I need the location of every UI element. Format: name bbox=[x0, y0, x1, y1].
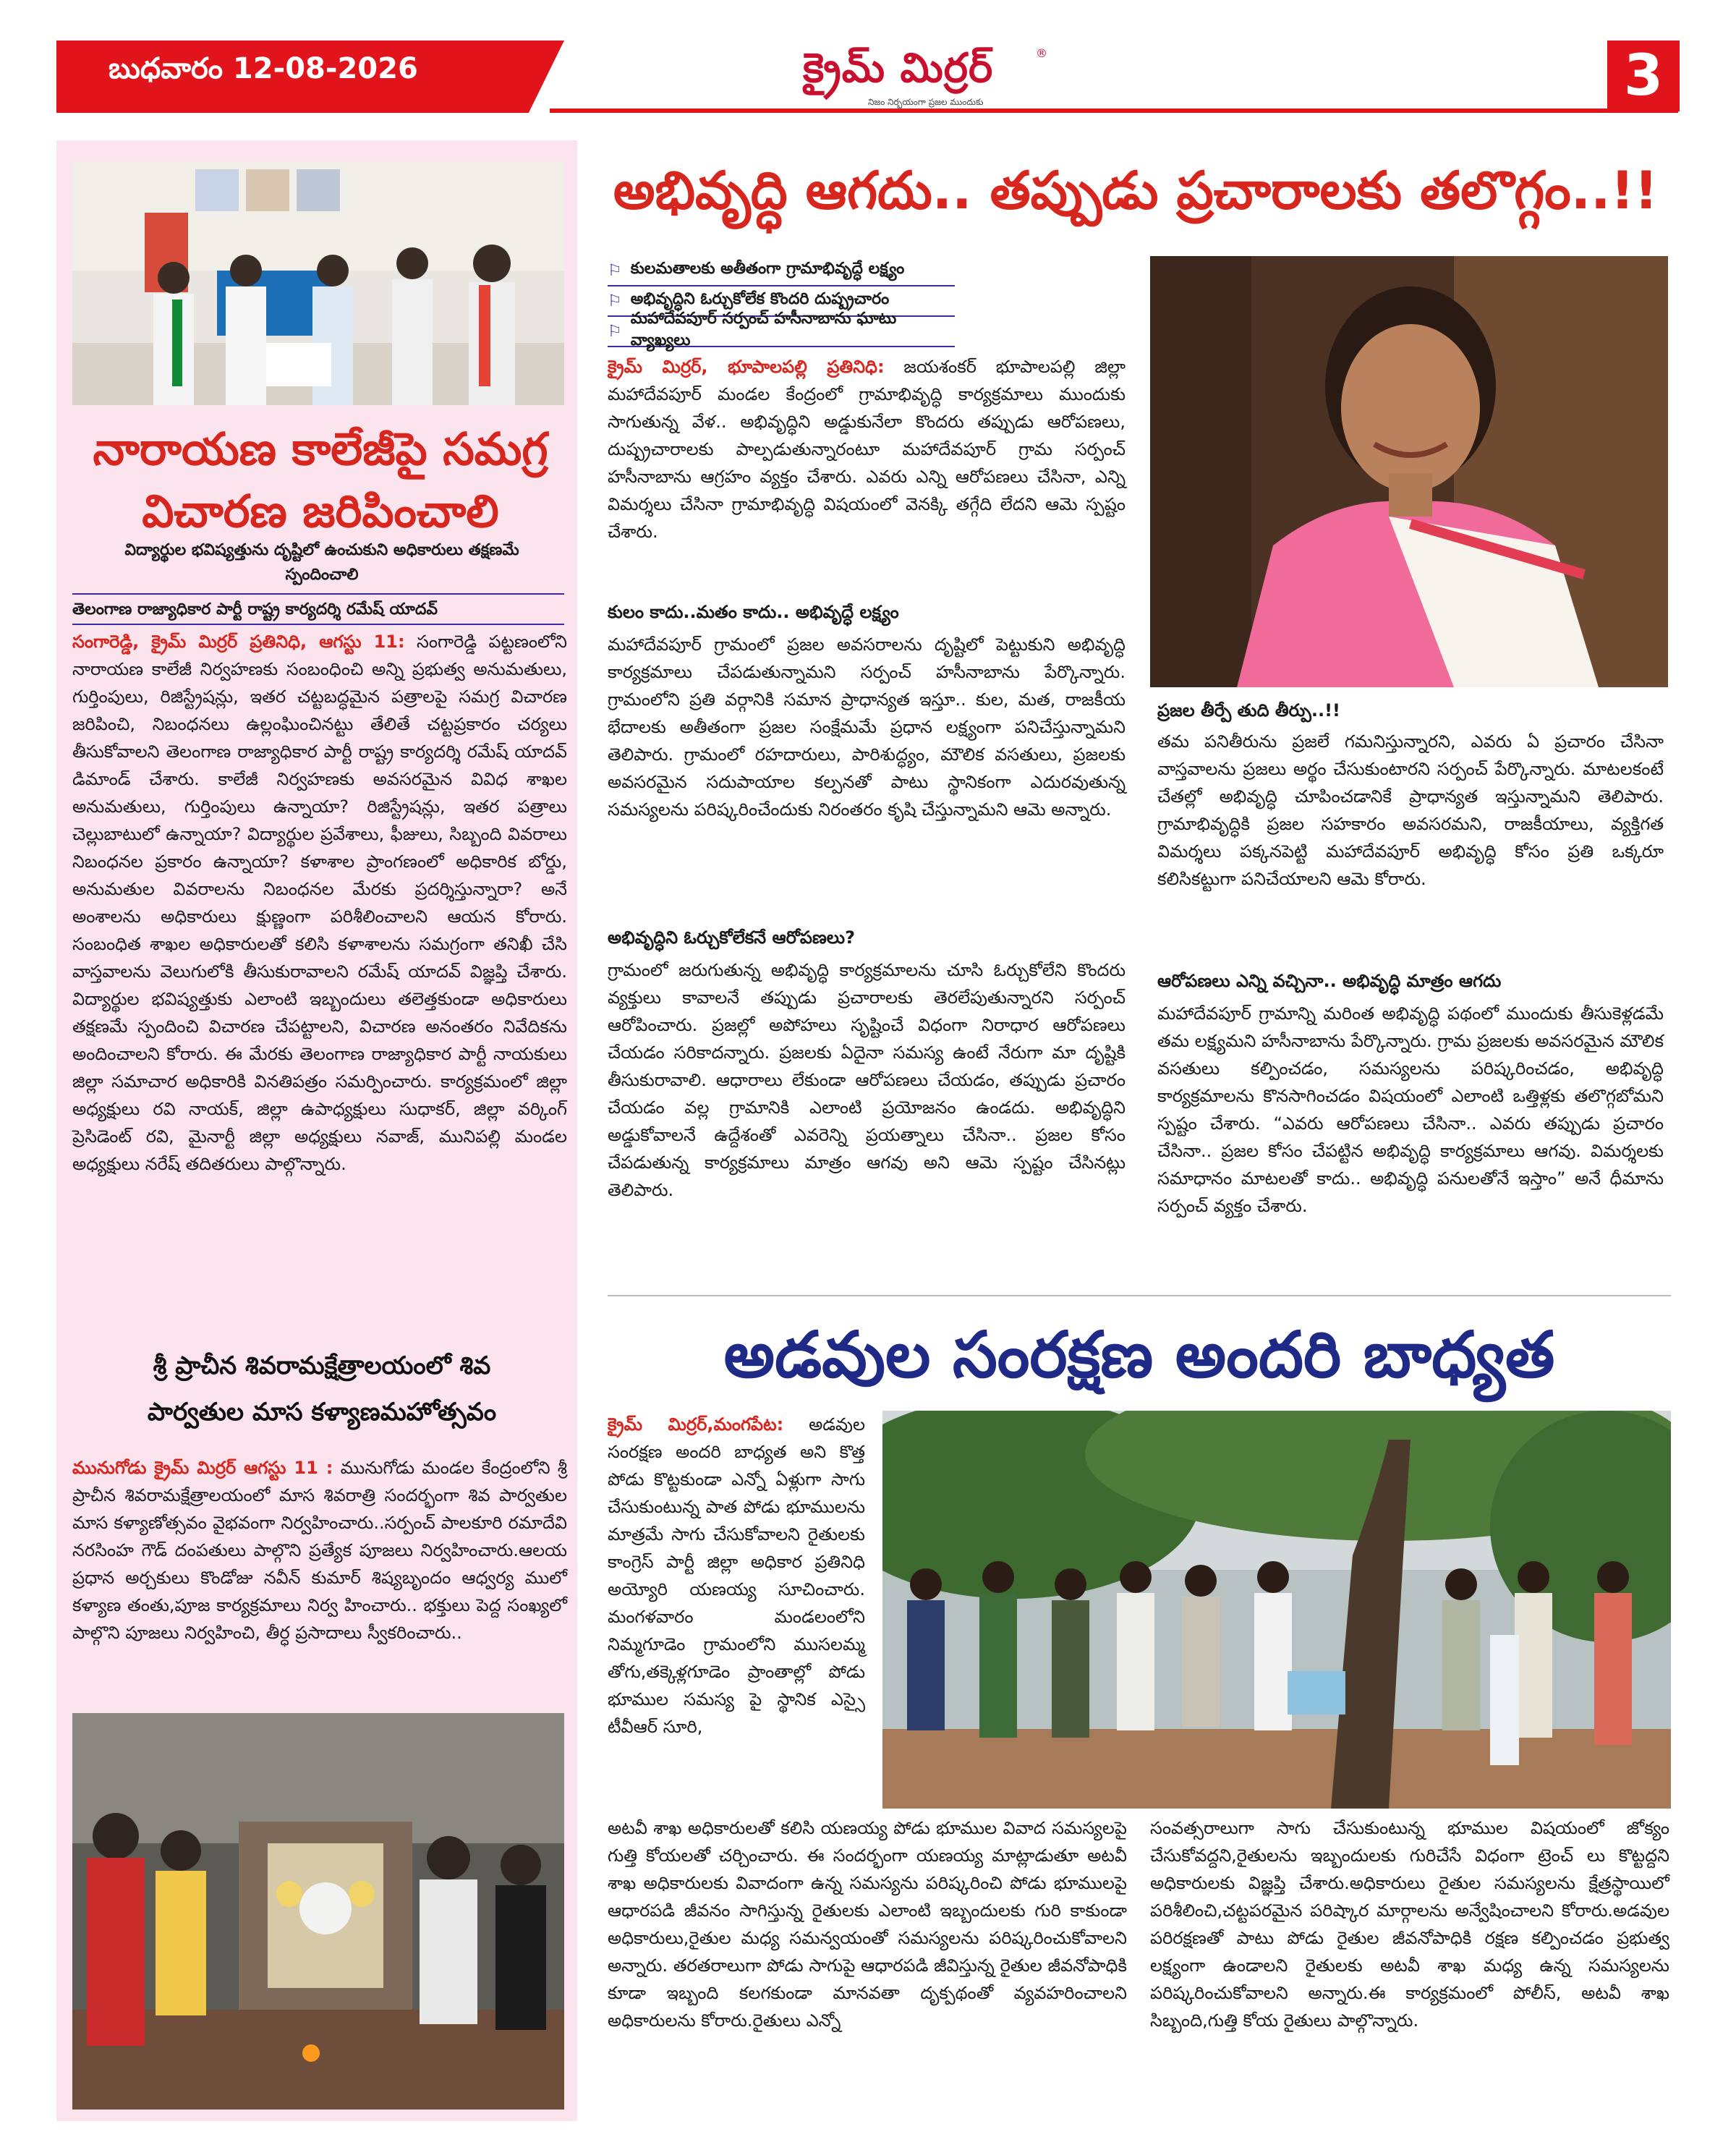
section-body: గ్రామంలో జరుగుతున్న అభివృద్ధి కార్యక్రమాలను చూసి ఓర్చుకోలేని కొందరు వ్యక్తులు కావాలనే తప్పుడు ప్రచారాలకు తెరలేపుతున్నారని సర్పంచ్ ఆరోపించారు. ప్రజల్లో అపోహలు సృష్టించే విధంగా నిరాధార ఆరోపణలు చేయడం సరికాదన్నారు. ప్రజలకు ఏదైనా సమస్య ఉంటే నేరుగా మా దృష్టికి తీసుకురావాలి. ఆధారాలు లేకుండా ఆరోపణలు చేయడం, తప్పుడు ప్రచారం చేయడం వల్ల గ్రామానికి ఎలాంటి ప్రయోజనం ఉండదు. అభివృద్ధిని అడ్డుకోవాలనే ఉద్దేశంతో ఎవరెన్ని ప్రయత్నాలు చేసినా.. ప్రజల కోసం చేపడుతున్న కార్యక్రమాలు మాత్రం ఆగవు అని ఆమె స్పష్టం చేసినట్లు తెలిపారు. bbox=[608, 960, 1126, 1200]
subhead-rule bbox=[72, 593, 564, 595]
section-body: తమ పనితీరును ప్రజలే గమనిస్తున్నారని, ఎవరు ఏ ప్రచారం చేసినా వాస్తవాలను ప్రజలు అర్థం చేసుకుంటారని సర్పంచ్ పేర్కొన్నారు. మాటలకంటే చేతల్లో అభివృద్ధి చూపించడానికే ప్రాధాన్యత ఇస్తున్నామని తెలిపారు. గ్రామాభివృద్ధికి ప్రజల సహకారం అవసరమని, రాజకీయాలు, వ్యక్తిగత విమర్శలు పక్కనపెట్టి మహాదేవపూర్ అభివృద్ధి కోసం ప్రతి ఒక్కరూ కలిసికట్టుగా పనిచేయాలని ఆమె కోరారు. bbox=[1157, 731, 1664, 889]
forest-story-body-1: అటవీ శాఖ అధికారులతో కలిసి యణయ్య పోడు భూముల వివాద సమస్యలపై గుత్తి కోయలతో చర్చించారు. ఈ సందర్భంగా యణయ్య మాట్లాడుతూ అటవీ శాఖ అధికారులకు వివాదంగా ఉన్న సమస్యను పరిష్కరించి పోడు భూములపై ఆధారపడి జీవనం సాగిస్తున్న రైతులకు ఎలాంటి ఇబ్బందులకు గురి కాకుండా అధికారులు,రైతుల మధ్య సమన్వయంతో సమస్యలను పరిష్కరించుకోవాలని అన్నారు. తరతరాలుగా పోడు సాగుపై ఆధారపడి జీవిస్తున్న రైతుల జీవనోపాధికి కూడా ఇబ్బంది కలగకుండా మానవతా దృక్పథంతో వ్యవహరించాలని అధికారులను కోరారు.రైతులు ఎన్నో bbox=[608, 1818, 1127, 2031]
story-dateline: మునుగోడు క్రైమ్ మిర్రర్ ఆగస్టు 11 : bbox=[72, 1458, 333, 1478]
forest-meeting-photo bbox=[882, 1411, 1671, 1809]
sidebar-headline-1: నారాయణ కాలేజీపై సమగ్ర విచారణ జరిపించాలి bbox=[93, 422, 548, 538]
highlight-item: ⚐ మహాదేవపూర్ సర్పంచ్ హసీనాబాను ఘాటు వ్యాఖ్యలు bbox=[608, 317, 955, 347]
section-body: మహాదేవపూర్ గ్రామాన్ని మరింత అభివృద్ధి పథంలో ముందుకు తీసుకెళ్లడమే తమ లక్ష్యమని హసీనాబాను పేర్కొన్నారు. గ్రామ ప్రజలకు అవసరమైన మౌలిక వసతులు కల్పించడం, సమస్యలను పరిష్కరించడం, అభివృద్ధి కార్యక్రమాలను కొనసాగించడం విషయంలో ఎలాంటి ఒత్తిళ్లకు తలొగ్గబోమని స్పష్టం చేశారు. “ఎవరు ఆరోపణలు చేసినా.. ఎవరు తప్పుడు ప్రచారం చేసినా.. ప్రజల కోసం చేపట్టిన అభివృద్ధి కార్యక్రమాలు ఆగవు. విమర్శలకు సమాధానం మాటలతో కాదు.. అభివృద్ధి పనులతోనే ఇస్తాం” అనే ధీమాను సర్పంచ్ వ్యక్తం చేశారు. bbox=[1157, 1003, 1664, 1216]
story-dateline: సంగారెడ్డి, క్రైమ్ మిర్రర్ ప్రతినిధి, ఆగస్టు 11: bbox=[72, 632, 405, 652]
story-dateline: క్రైమ్ మిర్రర్,మంగపేట: bbox=[608, 1414, 784, 1435]
main-intro: క్రైమ్ మిర్రర్, భూపాలపల్లి ప్రతినిధి: జయశంకర్ భూపాలపల్లి జిల్లా మహాదేవపూర్ మండల కేంద్రంలో గ్రామాభివృద్ధి కార్యక్రమాలు ముందుకు సాగుతున్న వేళ.. అభివృద్ధిని అడ్డుకునేలా కొందరు తప్పుడు ఆరోపణలు, దుష్ప్రచారాలకు పాల్పడుతున్నారంటూ మహాదేవపూర్ గ్రామ సర్పంచ్ హసీనాబాను ఆగ్రహం వ్యక్తం చేశారు. ఎవరు ఎన్ని ఆరోపణలు చేసినా, ఎన్ని విమర్శలు చేసినా గ్రామాభివృద్ధి విషయంలో వెనక్కి తగ్గేది లేదని ఆమె స్పష్టం చేశారు. bbox=[608, 357, 1126, 542]
registered-mark: ® bbox=[1036, 46, 1047, 60]
section-heading: ప్రజల తీర్పే తుది తీర్పు..!! bbox=[1157, 700, 1340, 721]
flag-icon: ⚐ bbox=[608, 292, 622, 310]
sidebar-story-2-body: మునుగోడు క్రైమ్ మిర్రర్ ఆగస్టు 11 : మునుగోడు మండల కేంద్రంలోని శ్రీ ప్రాచీన శివరామక్షేత్రాలయంలో మాస శివరాత్రి సందర్భంగా శివ పార్వతుల మాస కళ్యాణోత్సవం వైభవంగా నిర్వహించారు..సర్పంచ్ పాలకూరి రమాదేవి నరసింహ గౌడ్ దంపతులు పాల్గొని ప్రత్యేక పూజలు నిర్వహించారు.ఆలయ ప్రధాన అర్చకులు కొండోజు నవీన్ కుమార్ శిష్యబృందం ఆధ్వర్య ములో కళ్యాణ తంతు,పూజ కార్యక్రమాలు నిర్వ హించారు.. భక్తులు పెద్ద సంఖ్యలో పాల్గొని పూజలు నిర్వహించి, తీర్ధ ప్రసాదాలు స్వీకరించారు.. bbox=[72, 1458, 567, 1643]
sidebar-subhead-2: తెలంగాణ రాజ్యాధికార పార్టీ రాష్ట్ర కార్యదర్శి రమేష్ యాదవ్ bbox=[72, 600, 438, 619]
highlight-item: ⚐ అభివృద్ధిని ఓర్చుకోలేక కొందరి దుష్ప్రచారం bbox=[608, 286, 955, 317]
forest-headline: అడవుల సంరక్షణ అందరి బాధ్యత bbox=[723, 1317, 1555, 1392]
sidebar-headline-2: శ్రీ ప్రాచీన శివరామక్షేత్రాలయంలో శివ పార్వతుల మాస కళ్యాణమహోత్సవం bbox=[147, 1351, 497, 1427]
section-heading: ఆరోపణలు ఎన్ని వచ్చినా.. అభివృద్ధి మాత్రం ఆగదు bbox=[1157, 971, 1502, 991]
masthead-logo: క్రైమ్ మిర్రర్ bbox=[803, 45, 994, 92]
story-dateline: క్రైమ్ మిర్రర్, భూపాలపల్లి ప్రతినిధి: bbox=[608, 357, 885, 377]
subhead-rule bbox=[72, 624, 564, 625]
highlights-list bbox=[608, 256, 955, 347]
section-heading: అభివృద్ధిని ఓర్చుకోలేకనే ఆరోపణలు? bbox=[608, 927, 856, 948]
section-heading: కులం కాదు..మతం కాదు.. అభివృద్ధే లక్ష్యం bbox=[608, 602, 899, 622]
flag-icon: ⚐ bbox=[608, 261, 622, 280]
flag-icon: ⚐ bbox=[608, 322, 622, 341]
header-rule bbox=[550, 109, 1678, 113]
page-number: 3 bbox=[1607, 41, 1680, 111]
masthead-tagline: నిజం నిర్భయంగా ప్రజల ముందుకు bbox=[868, 97, 984, 107]
sidebar-story-1-body: సంగారెడ్డి, క్రైమ్ మిర్రర్ ప్రతినిధి, ఆగస్టు 11: సంగారెడ్డి పట్టణంలోని నారాయణ కాలేజీ నిర్వహణకు సంబంధించి అన్ని ప్రభుత్వ అనుమతులు, గుర్తింపులు, రిజిస్ట్రేషన్లు, ఇతర చట్టబద్ధమైన పత్రాలపై సమగ్ర విచారణ జరిపించి, నిబంధనలు ఉల్లంఘించినట్టు తేలితే చట్టప్రకారం చర్యలు తీసుకోవాలని తెలంగాణ రాజ్యాధికార పార్టీ రాష్ట్ర కార్యదర్శి రమేష్ యాదవ్ డిమాండ్ చేశారు. కాలేజీ నిర్వహణకు అవసరమైన వివిధ శాఖల అనుమతులు, గుర్తింపులు ఉన్నాయా? రిజిస్ట్రేషన్లు, ఇతర పత్రాలు చెల్లుబాటులో ఉన్నాయా? విద్యార్థుల ప్రవేశాలు, ఫీజులు, సిబ్బంది వివరాలు నిబంధనల ప్రకారం ఉన్నాయా? కళాశాల ప్రాంగణంలో అధికారిక బోర్డు, అనుమతుల వివరాలను నిబంధనల మేరకు ప్రదర్శిస్తున్నారా? అనే అంశాలను అధికారులు క్షుణ్ణంగా పరిశీలించాలని ఆయన కోరారు. సంబంధిత శాఖల అధికారులతో కలిసి కళాశాలను సమగ్రంగా తనిఖీ చేసి వాస్తవాలను వెలుగులోకి తీసుకురావాలని రమేష్ యాదవ్ విజ్ఞప్తి చేశారు. విద్యార్థుల భవిష్యత్తుకు ఎలాంటి ఇబ్బందులు తలెత్తకుండా అధికారులు తక్షణమే స్పందించి విచారణ చేపట్టాలని, విచారణ అనంతరం నివేదికను అందించాలని కోరారు. ఈ మేరకు తెలంగాణ రాజ్యాధికార పార్టీ నాయకులు జిల్లా సమాచార అధికారికి వినతిపత్రం సమర్పించారు. కార్యక్రమంలో జిల్లా అధ్యక్షులు రవి నాయక్, జిల్లా ఉపాధ్యక్షులు సుధాకర్, జిల్లా వర్కింగ్ ప్రెసిడెంట్ రవి, మైనార్టీ జిల్లా అధ్యక్షులు నవాజ్, మునిపల్లి మండల అధ్యక్షులు నరేష్ తదితరులు పాల్గొన్నారు. bbox=[72, 632, 567, 1174]
forest-story-lead: క్రైమ్ మిర్రర్,మంగపేట: అడవుల సంరక్షణ అందరి బాధ్యత అని కొత్త పోడు కొట్టకుండా ఎన్నో ఏళ్లుగా సాగు చేసుకుంటున్న పాత పోడు భూములను మాత్రమే సాగు చేసుకోవాలని రైతులకు కాంగ్రెస్ పార్టీ జిల్లా అధికార ప్రతినిధి అయ్యోరి యణయ్య సూచించారు. మంగళవారం మండలంలోని నిమ్మగూడెం గ్రామంలోని ముసలమ్మ తోగు,తక్కెళ్లగూడెం ప్రాంతాల్లో పోడు భూముల సమస్య పై స్థానిక ఎస్సై టీవీఆర్ సూరి, bbox=[608, 1414, 865, 1737]
forest-story-body-2: సంవత్సరాలుగా సాగు చేసుకుంటున్న భూముల విషయంలో జోక్యం చేసుకోవద్దని,రైతులను ఇబ్బందులకు గురిచేసే విధంగా ట్రెంచ్ లు కొట్టద్దని అధికారులకు విజ్ఞప్తి చేశారు.అధికారులు రైతుల సమస్యలను క్షేత్రస్థాయిలో పరిశీలించి,చట్టపరమైన పరిష్కార మార్గాలను అన్వేషించాలని కోరారు.అడవుల పరిరక్షణతో పాటు పోడు రైతుల జీవనోపాధికి రక్షణ కల్పించడం ప్రభుత్వ లక్ష్యంగా ఉండాలని రైతులకు అటవీ శాఖ మధ్య ఉన్న సమస్యలను పరిష్కరించుకోవాలని అన్నారు.ఈ కార్యక్రమంలో పోలీస్, అటవీ శాఖ సిబ్బంది,గుత్తి కోయ రైతులు పాల్గొన్నారు. bbox=[1150, 1818, 1669, 2031]
main-headline: అభివృద్ధి ఆగదు.. తప్పుడు ప్రచారాలకు తలొగ్గం..!! bbox=[613, 160, 1659, 221]
sarpanch-portrait-photo bbox=[1150, 256, 1668, 687]
temple-ritual-photo bbox=[72, 1713, 564, 2110]
issue-date: బుధవారం 12-08-2026 bbox=[109, 52, 418, 85]
memorandum-photo bbox=[72, 162, 564, 405]
story-divider bbox=[608, 1295, 1671, 1296]
section-body: మహాదేవపూర్ గ్రామంలో ప్రజల అవసరాలను దృష్టిలో పెట్టుకుని అభివృద్ధి కార్యక్రమాలు చేపడుతున్నామని సర్పంచ్ హసీనాబాను పేర్కొన్నారు. గ్రామంలోని ప్రతి వర్గానికి సమాన ప్రాధాన్యత ఇస్తూ.. కుల, మత, రాజకీయ భేదాలకు అతీతంగా ప్రజల సంక్షేమమే ప్రధాన లక్ష్యంగా పనిచేస్తున్నామని తెలిపారు. గ్రామంలో రహదారులు, పారిశుద్ధ్యం, మౌలిక వసతులు, ప్రజలకు అవసరమైన సదుపాయాల కల్పనతో పాటు స్థానికంగా ఎదురవుతున్న సమస్యలను పరిష్కరించేందుకు నిరంతరం కృషి చేస్తున్నామని ఆమె అన్నారు. bbox=[608, 634, 1126, 820]
sidebar-subhead-1: విద్యార్థుల భవిష్యత్తును దృష్టిలో ఉంచుకుని అధికారులు తక్షణమే స్పందించాలి bbox=[124, 541, 519, 584]
highlight-item: ⚐ కులమతాలకు అతీతంగా గ్రామాభివృద్ధే లక్ష్యం bbox=[608, 256, 955, 286]
